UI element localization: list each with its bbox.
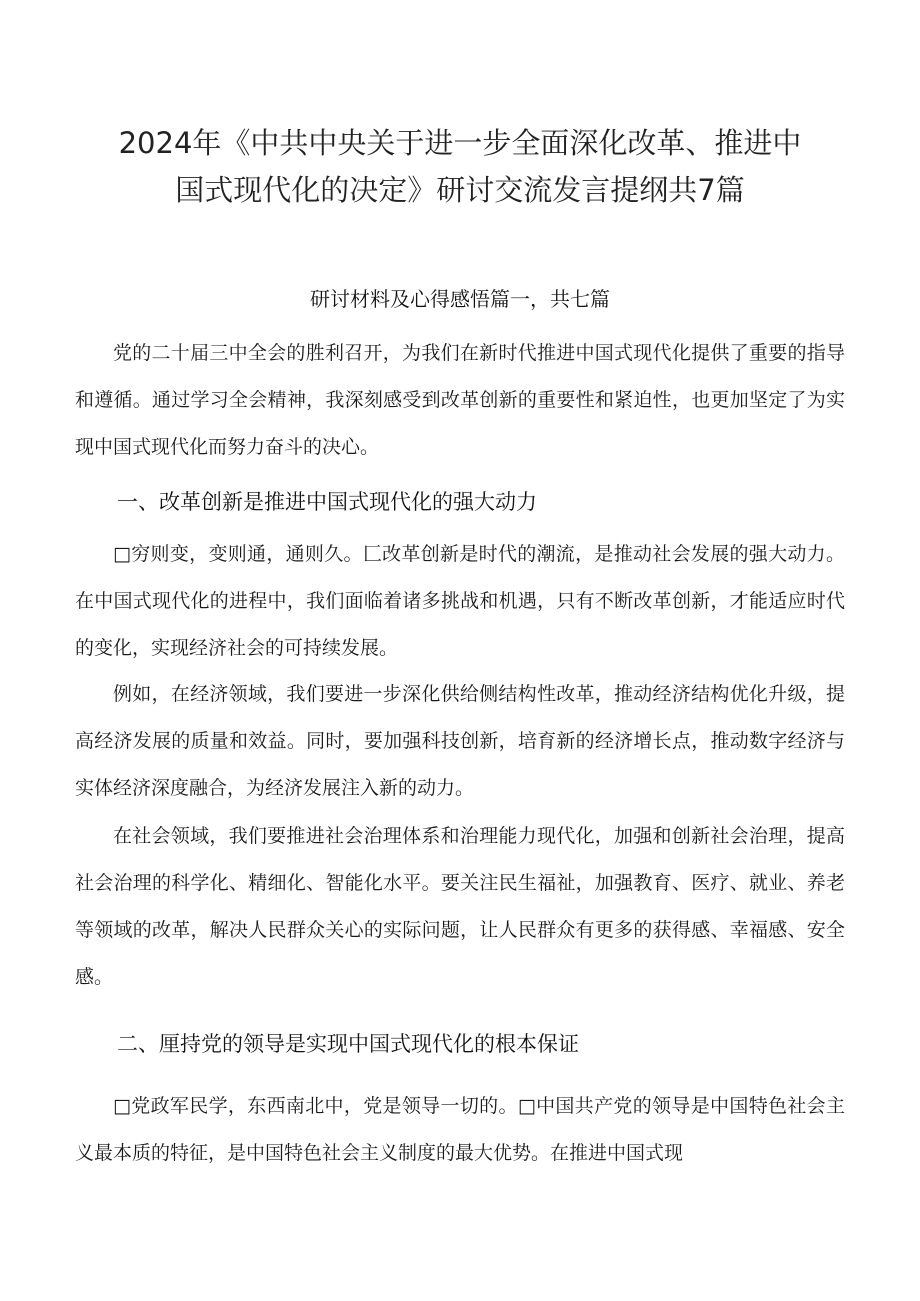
document-subtitle: 研讨材料及心得感悟篇一，共七篇 <box>310 287 610 311</box>
paragraph-section1-3: 在社会领域，我们要推进社会治理体系和治理能力现代化，加强和创新社会治理，提高社会治理的科学化、精细化、智能化水平。要关注民生福祉，加强教育、医疗、就业、养老等领域的改革，解决人民群众关心的实际问题，让人民群众有更多的获得感、幸福感、安全感。 <box>75 825 845 988</box>
section-heading-1: 一、改革创新是推进中国式现代化的强大动力 <box>117 490 537 514</box>
paragraph-section1-2: 例如，在经济领域，我们要进一步深化供给侧结构性改革，推动经济结构优化升级，提高经济发展的质量和效益。同时，要加强科技创新，培育新的经济增长点，推动数字经济与实体经济深度融合，为经济发展注入新的动力。 <box>75 683 845 799</box>
document-title-line-1: 2024年《中共中央关于进一步全面深化改革、推进中 <box>118 126 802 160</box>
paragraph-section1-1: □穷则变，变则通，通则久。匚改革创新是时代的潮流，是推动社会发展的强大动力。在中国式现代化的进程中，我们面临着诸多挑战和机遇，只有不断改革创新，才能适应时代的变化，实现经济社会的可持续发展。 <box>75 543 845 659</box>
paragraph-intro: 党的二十届三中全会的胜利召开，为我们在新时代推进中国式现代化提供了重要的指导和遵循。通过学习全会精神，我深刻感受到改革创新的重要性和紧迫性，也更加坚定了为实现中国式现代化而努力奋斗的决心。 <box>75 342 845 458</box>
section-heading-2: 二、厘持党的领导是实现中国式现代化的根本保证 <box>117 1032 579 1056</box>
paragraph-section2-1: □党政军民学，东西南北中，党是领导一切的。□中国共产党的领导是中国特色社会主义最本质的特征，是中国特色社会主义制度的最大优势。在推进中国式现 <box>75 1095 845 1164</box>
document-title-line-2: 国式现代化的决定》研讨交流发言提纲共7篇 <box>175 173 745 207</box>
